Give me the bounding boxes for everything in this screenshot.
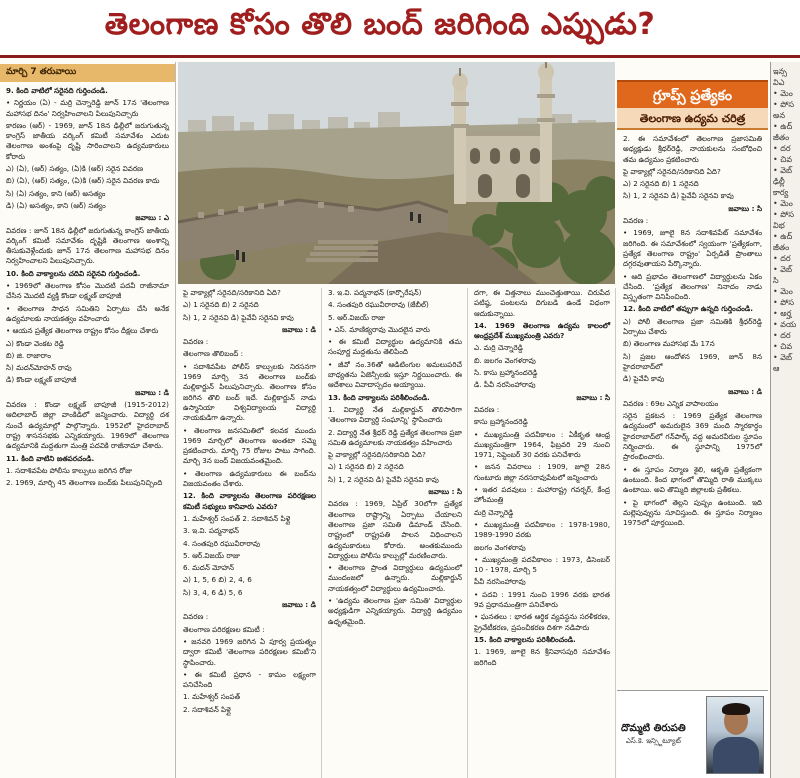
article-paragraph: బి) జి. రాజారాం: [6, 350, 52, 360]
article-paragraph: 1. మహేశ్వర్‌ సంపత్‌ 2. సదాశివన్‌ పిళ్లై: [183, 513, 291, 523]
side-strip-line: ఆ: [773, 364, 780, 373]
side-strip-line: • పోస: [773, 210, 794, 219]
article-paragraph: • ఈ కమిటీ ప్రధాన - కామం లక్ష్యంగా పనిచేసింది: [183, 669, 316, 690]
article-paragraph: ఎ) 1, 5, 6 బి) 2, 4, 6: [183, 575, 252, 585]
article-paragraph: వివరణ : జూన్‌ 18న ఢిల్లీలో జరుగుతున్న కాంగ్రెస్‌ జాతీయ వర్కింగ్‌ కమిటీ సమావేశం దృష్టికి తెలంగాణ అంశాన్ని తీసుకువెళ్లేందుకు జూన్‌ 17న తెలంగాణ మహాసభ దినం నిర్వహించాలని పిలుపునిచ్చారు.: [6, 225, 169, 266]
fort-illustration: [178, 62, 615, 284]
article-paragraph: • సదాశివపేట పోలీస్‌ కాల్పులకు నిరసనగా 1969 మార్చి 3న తెలంగాణ బంద్‌కు మల్లికార్జున్‌ పిలుపునిచ్చారు. తెలంగాణ కోసం జరిగిన తొలి బంద్‌ ఇదే. మల్లికార్జున్‌ నాడు ఉస్మానియా విశ్వవిద్యాలయ విద్యార్థి నాయకుడిగా ఉన్నారు.: [183, 361, 316, 423]
article-paragraph: 6. మదన్‌ మోహన్‌: [183, 563, 235, 573]
side-strip-line: విభ: [773, 221, 785, 230]
side-strip-line: • పోస: [773, 100, 794, 109]
article-paragraph: • ఈ స్తూపం నిర్మాణ శైలి, ఆకృతి ప్రత్యేకంగా ఉంటుంది. కింద భాగంలో తొమ్మిది రాతి ముక్కలు ఉంటాయి. అవి తొమ్మిది జిల్లాలకు ప్రతీకలు.: [623, 464, 762, 495]
side-strip-line: సి: [773, 276, 779, 285]
page-title: తెలంగాణ కోసం తొలి బంద్‌ జరిగింది ఎప్పుడు?: [104, 6, 656, 42]
groups-special-section: [617, 62, 768, 778]
side-strip-line: • పోస: [773, 298, 794, 307]
article-paragraph: ఎ) (ఏ), (ఆర్‌) సత్యం, (ఏ)కి (ఆర్‌) సరైన వివరణ: [6, 164, 144, 174]
article-paragraph: • జీవో నం.36తో ఆడిటింగుల అమలుపరిచే బాధ్యతను ఏజెన్సీలకు ఇస్తూ నిర్ణయించారు. ఈ ఆదేశాలు వివాదాస్పదం అయ్యాయి.: [328, 359, 462, 390]
side-strip-line: • చివ: [773, 155, 793, 164]
article-paragraph: డి) పైవేవీ కావు: [623, 374, 665, 384]
article-paragraph: జవాబు : డి: [282, 600, 316, 610]
article-paragraph: ఎ) 2 సరైనది బి) 1 సరైనది: [623, 179, 699, 189]
article-paragraph: 10. కింది వాక్యాలను చదివి సరైనవి గుర్తించండి.: [6, 268, 141, 278]
article-paragraph: 14. 1969 తెలంగాణ ఉద్యమ కాలంలో ఆంధ్రప్రదేశ్‌ ముఖ్యమంత్రి ఎవరు?: [474, 320, 610, 341]
article-paragraph: ఎ) పోలీ తెలంగాణ ప్రజా సమితికి శ్రీధర్‌రెడ్డి ఏర్పాటు చేశారు: [623, 316, 762, 337]
article-paragraph: • ముఖ్యమంత్రి పదవీకాలం : ఏకీకృత ఆంధ్ర ముఖ్యమంత్రిగా 1964, ఫిబ్రవరి 29 నుంచి 1971, సెప్టెంబర్‌ 30 వరకు పనిచేశారు: [474, 429, 610, 460]
article-paragraph: • ఘనతలు : భారత ఆర్థిక వ్యవస్థను సరళీకరణ, ప్రైవేటీకరణ, ప్రపంచీకరణ దిశగా నడిపారు: [474, 612, 610, 632]
column-2: [178, 288, 322, 778]
article-paragraph: 13. కింది వాక్యాలను పరిశీలించండి.: [328, 392, 430, 402]
article-paragraph: 12. కింది వాక్యాలను తెలంగాణ పరిరక్షణల కమిటీ సభ్యులు కానివారు ఎవరు?: [183, 491, 316, 511]
author-card: [617, 690, 768, 778]
article-paragraph: జవాబు : సి: [728, 203, 762, 213]
article-paragraph: • ముఖ్యమంత్రి పదవీకాలం : 1973, డిసెంబర్‌ 10 - 1978, మార్చి 5: [474, 554, 610, 575]
article-paragraph: • పై భాగంలో తెల్లని పుష్పం ఉంటుంది. ఇది మల్లెపువ్వును సూచిస్తుంది. ఈ స్తూపం నిర్మాణం 1975లో పూర్తయింది.: [623, 497, 762, 528]
side-strip-line: జీతం: [773, 133, 790, 142]
article-paragraph: • పదవి : 1991 నుంచి 1996 వరకు భారత 9వ ప్రధానమంత్రిగా పనిచేశారు: [474, 589, 610, 610]
side-strip-line: • చివ: [773, 342, 793, 351]
groups-body: [617, 130, 768, 534]
article-paragraph: 1. 1969, జూలై 8న శ్రీనివాసపురి సమావేశం జరిగింది: [474, 647, 610, 667]
headline-bar: [0, 0, 800, 58]
section-subtitle: తెలంగాణ ఉద్యమ చరిత్ర: [617, 108, 768, 130]
article-paragraph: సరైన ప్రకటన : 1969 ప్రత్యేక తెలంగాణ ఉద్యమంలో అమరులైన 369 మంది స్మారకార్థం హైదరాబాద్‌లో గన్‌పార్క్‌ వద్ద అమరవీరుల స్థూపం నిర్మించారు. ఈ స్థూపాన్ని 1975లో ప్రారంభించారు.: [623, 411, 762, 462]
side-strip-line: • దర: [773, 254, 791, 263]
article-paragraph: వివరణ :: [474, 404, 500, 414]
article-paragraph: బి) (ఏ), (ఆర్‌) సత్యం, (ఏ)కి (ఆర్‌) సరైన వివరణ కాదు: [6, 176, 160, 186]
side-strip-line: అన: [773, 111, 786, 120]
article-paragraph: జవాబు : డి: [135, 387, 169, 397]
article-paragraph: • తెలంగాణ ఉద్యమకారులు ఈ బంద్‌ను విజయవంతం చేశారు.: [183, 468, 316, 489]
adjacent-page-strip: [770, 62, 800, 778]
article-paragraph: తెలంగాణ పరిరక్షణల కమిటీ :: [183, 624, 265, 634]
article-paragraph: మర్రి చెన్నారెడ్డి: [474, 507, 514, 517]
article-paragraph: 9. కింది వాటిలో సరైనది గుర్తించండి.: [6, 86, 108, 95]
article-paragraph: • ఇతర పదవులు : మహారాష్ట్ర గవర్నర్‌, కేంద్ర హోంమంత్రి: [474, 485, 610, 505]
article-paragraph: • నిర్ణయం (ఏ) - మర్రి చెన్నారెడ్డి జూన్‌ 17న 'తెలంగాణ మహాసభ దినం' నిర్వహించాలని పిలుపునిచ్చారు: [6, 98, 169, 118]
side-strip-line: • మెం: [773, 89, 793, 98]
article-paragraph: 1. మహేశ్వర్‌ సంపత్‌: [183, 692, 241, 702]
article-paragraph: జవాబు : డి: [282, 324, 316, 334]
side-strip-line: • వయ: [773, 320, 797, 329]
article-paragraph: పై వాక్యాల్లో సరైనది/సరికానిది ఏది?: [183, 288, 281, 297]
article-paragraph: వివరణ :: [623, 216, 649, 226]
article-paragraph: 5. ఆర్‌.విజయ్‌ రాజు: [328, 312, 386, 322]
side-strip-line: విఎ: [773, 78, 785, 87]
article-paragraph: వివరణ : కొండా లక్ష్మణ్‌ బాపూజీ (1915-2012) ఆదిలాబాద్‌ జిల్లా వాంకిడిలో జన్మించారు. విద్యార్థి దశ నుంచే ఉద్యమాల్లో పాల్గొన్నారు. 1952లో హైదరాబాద్‌ రాష్ట్ర శాసనసభకు ఎన్నికయ్యారు. 1969లో తెలంగాణ ఉద్యమానికి మద్దతుగా మంత్రి పదవికి రాజీనామా చేశారు.: [6, 400, 169, 451]
side-strip-line: • ఉద్: [773, 122, 793, 131]
article-paragraph: సి) మదన్‌మోహన్‌ రావు: [6, 363, 72, 373]
article-paragraph: జవాబు : డి: [728, 386, 762, 396]
article-paragraph: • 1969, జూలై 8న సదాశివపేట్‌ సమావేశం జరిగింది. ఈ సమావేశంలో స్వయంగా 'ప్రత్యేకంగా, ప్రత్యేక తెలంగాణ రాష్ట్రం' ఏర్పడితే ప్రాంతాలు దగ్గరవుతాయని పేర్కొన్నారు.: [623, 228, 762, 269]
article-paragraph: బి) తెలంగాణ మహాసభ మే 17న: [623, 339, 715, 349]
article-paragraph: • తెలంగాణ ప్రాంత విద్యార్థులు ఉద్యమంలో ముందంజలో ఉన్నారు. మల్లికార్జున్‌ నాయకత్వంలో విద్యార్థులు ఉద్యమించారు.: [328, 563, 462, 593]
author-credit: [621, 723, 686, 747]
article-paragraph: 2. 1969, మార్చి 45 తెలంగాణ బంద్‌కు పిలుపునిచ్చింది: [6, 478, 163, 488]
article-paragraph: 12. కింది వాటిలో తప్పుగా ఉన్నది గుర్తించండి.: [623, 304, 753, 314]
article-paragraph: • 1969లో తెలంగాణ కోసం మొదటి పదవీ రాజీనామా చేసిన మొదటి వ్యక్తి కొండా లక్ష్మణ్‌ బాపూజీ: [6, 281, 169, 301]
article-paragraph: సి) 1, 2 సరైనవి డి) పైవేవీ సరైనవి కావు: [623, 191, 734, 201]
article-paragraph: ఎ. మర్రి చెన్నారెడ్డి: [474, 343, 523, 353]
article-paragraph: సి) 3, 4, 6 డి) 5, 6: [183, 587, 243, 597]
column-1: [0, 62, 176, 778]
article-paragraph: పై వాక్యాల్లో సరైనది/సరికానిది ఏది?: [328, 450, 426, 460]
article-paragraph: జలగం వెంగళరావు: [474, 542, 526, 552]
article-paragraph: సి) ప్రజల ఆందోళన 1969, జూన్‌ 8న హైదరాబాద్‌లో: [623, 351, 762, 371]
side-strip-line: • వెబ్: [773, 353, 792, 362]
side-strip-line: • ఉద్: [773, 232, 793, 241]
side-strip-line: • దర: [773, 331, 791, 340]
article-paragraph: • ఆది ప్రభావం తెలంగాణలో విద్యార్థులను ఏకం చేసింది. 'ప్రత్యేక తెలంగాణ' నినాదం నాడు విస్తృతంగా వినిపించింది.: [623, 271, 762, 302]
golconda-fort-photo: [178, 62, 615, 284]
article-paragraph: • తెలంగాణ సాధన సమితిని ఏర్పాటు చేసి అనేక ఉద్యమాలకు నాయకత్వం వహించారు: [6, 303, 169, 323]
article-paragraph: • జనన వివరాలు : 1909, జూలై 28న గుంటూరు జిల్లా నరసరావుపేటలో జన్మించారు: [474, 462, 610, 482]
column-1-body: [6, 86, 169, 488]
article-paragraph: డి) (ఏ) అసత్యం, కాని (ఆర్‌) సత్యం: [6, 200, 106, 210]
column-3: [323, 288, 468, 778]
article-paragraph: 1. విద్యార్థి నేత మల్లికార్జున్‌ తొలిసారిగా 'తెలంగాణ విద్యార్థి సంఘాన్ని' స్థాపించారు: [328, 404, 462, 425]
article-paragraph: సి) 1, 2 సరైనవి డి) పైవేవీ సరైనవి కావు: [183, 312, 294, 322]
article-paragraph: 1. సదాశివపేట పోలీసు కాల్పులు జరిగిన రోజు: [6, 465, 133, 475]
article-paragraph: 4. సంతపురి రఘువీరారావు: [183, 538, 261, 548]
article-paragraph: వివరణ : 69ల ఎన్నిక వాపాలయం: [623, 398, 719, 408]
groups-special-banner: గ్రూప్స్‌ ప్రత్యేకం: [617, 80, 768, 108]
article-paragraph: 3. ఇ.వి. పద్మనాభన్‌: [183, 526, 239, 536]
side-strip-line: ఢిల్లీ: [773, 177, 785, 186]
article-paragraph: • ముఖ్యమంత్రి పదవీకాలం : 1978-1980, 1989-1990 వరకు: [474, 519, 610, 540]
article-paragraph: • ఎస్‌. మాణిక్యరావు మొదలైన వారు: [328, 324, 430, 334]
side-strip-line: • మెం: [773, 287, 793, 296]
article-paragraph: ఎ) 1 సరైనది బి) 2 సరైనది: [328, 462, 404, 472]
side-strip-line: • అర్హ: [773, 309, 792, 318]
article-paragraph: కారణం (ఆర్‌) - 1969, జూన్‌ 18న ఢిల్లీలో జరుగుతున్న కాంగ్రెస్‌ జాతీయ వర్కింగ్‌ కమిటీ సమావేశం ఎదుట తెలంగాణ అంశంపై దృష్టి సారించాలని ఉద్యమకారులు కోరారు: [6, 120, 169, 161]
article-paragraph: పై వాక్యాల్లో సరైనది/సరికానిది ఏది?: [623, 166, 721, 176]
article-paragraph: • ఈ కమిటీ విద్యార్థుల ఉద్యమానికి తమ సంపూర్ణ మద్దతును తెలిపింది: [328, 337, 462, 357]
article-paragraph: వివరణ :: [183, 337, 209, 347]
article-paragraph: ఎ) 1 సరైనది బి) 2 సరైనది: [183, 300, 259, 310]
article-paragraph: దగా, ఈ విత్తనాలు ముంచెత్తుతాయి. చిరుపేద పటిష్ఠ, పంటలను దిగుబడి ఉండే విధంగా ఆదుకున్నాయి.: [474, 288, 610, 318]
article-paragraph: సి) 1, 2 సరైనవి డి) పైవేవీ సరైనవి కావు: [328, 474, 439, 484]
article-paragraph: • 'ఉద్యమ తెలంగాణ ప్రజా సమితి' విద్యార్థుల అధ్యక్షుడిగా ఎన్నికయ్యారు. విద్యార్థి ఉద్యమం ఉధృతమైంది.: [328, 596, 462, 626]
article-paragraph: వివరణ :: [183, 612, 209, 622]
article-paragraph: జవాబు : సి: [576, 392, 610, 402]
article-paragraph: 2. ఈ సమావేశంలో తెలంగాణ ప్రజాసమితి అధ్యక్షుడు శ్రీధర్‌రెడ్డి, నాయకులను సంబోధించి తమ ఉద్యమం ప్రకటించారు: [623, 134, 762, 164]
article-paragraph: 11. కింది వాటిని జతపరచండి.: [6, 453, 95, 463]
side-strip-line: జీతం: [773, 243, 790, 252]
article-paragraph: • జనవరి 1969 జరిగిన ఏ పూర్వ ప్రయత్నం ద్వారా కమిటీ 'తెలంగాణ పరిరక్షణల కమిటీ'ని స్థాపించారు.: [183, 636, 316, 667]
article-paragraph: జవాబు : సి: [428, 487, 462, 497]
article-paragraph: వివరణ : 1969, ఏప్రిల్‌ 30లోగా ప్రత్యేక తెలంగాణ రాష్ట్రాన్ని ఏర్పాటు చేయాలని తెలంగాణ ప్రజా సమితి డిమాండ్‌ చేసింది. రాష్ట్రంలో రాష్ట్రపతి పాలన విధించాలని ఉద్యమకారులు కోరారు. అంతకుముందు విద్యార్థులు పోలీసు కాల్పుల్లో మరణించారు.: [328, 499, 462, 560]
article-paragraph: 15. కింది వాక్యాలను పరిశీలించండి.: [474, 634, 576, 644]
article-paragraph: బి. జలగం వెంగళరావు: [474, 355, 536, 365]
side-strip-line: కార్య: [773, 188, 789, 197]
article-paragraph: కాసు బ్రహ్మానందరెడ్డి: [474, 417, 528, 427]
author-name: దొమ్మటి తిరుపతి: [621, 722, 686, 734]
side-strip-line: • దర: [773, 144, 791, 153]
author-photo: [706, 696, 764, 774]
side-strip-line: ఇన్స: [773, 67, 787, 76]
article-paragraph: • తెలంగాణ జనసమితిలో కలవక ముందు 1969 మార్చిలో తెలంగాణ అంతటా సమ్మె ప్రకటించారు. మార్చి 75 రోజుల పాటు సాగింది. మార్చి 3న బంద్‌ విజయవంతమైంది.: [183, 425, 316, 466]
article-paragraph: 4. సంతపురి రఘువీరారావు (జేబీల్‌): [328, 300, 429, 310]
article-paragraph: సి) (ఏ) సత్యం, కాని (ఆర్‌) అసత్యం: [6, 188, 106, 198]
article-paragraph: 2. విద్యార్థి నేత శ్రీధర్‌ రెడ్డి ప్రత్యేక తెలంగాణ ప్రజా సమితి ఉద్యమాలకు నాయకత్వం వహించారు: [328, 427, 462, 447]
side-strip-line: • వెబ్: [773, 265, 792, 274]
article-paragraph: సి. కాసు బ్రహ్మానందరెడ్డి: [474, 368, 538, 378]
continued-banner: మార్చి 7 తరువాయి: [0, 64, 175, 82]
side-strip-line: • వెబ్: [773, 166, 792, 175]
article-paragraph: 2. సదాశివన్‌ పిళ్లై: [183, 704, 231, 714]
article-paragraph: తెలంగాణ తొలిబంద్‌ :: [183, 349, 244, 359]
author-role: ఎస్‌.కె. ఇన్స్టిట్యూట్‌: [625, 736, 681, 745]
article-paragraph: జవాబు : ఎ: [135, 213, 169, 223]
column-4: [469, 288, 616, 778]
article-paragraph: డి) కొండా లక్ష్మణ్‌ బాపూజీ: [6, 375, 77, 385]
article-paragraph: 5. ఆర్‌.విజయ్‌ రాజు: [183, 550, 241, 560]
article-paragraph: డి. పీవీ నరసింహారావు: [474, 380, 536, 390]
article-paragraph: 3. ఇ.వి. పద్మనాభన్‌ (కార్పొరేషన్‌): [328, 288, 422, 297]
side-strip-line: • మెం: [773, 199, 793, 208]
article-paragraph: • ఆయన ప్రత్యేక తెలంగాణ రాష్ట్రం కోసం దీక్షలు చేశారు: [6, 326, 159, 336]
article-paragraph: పీవీ నరసింహారావు: [474, 577, 526, 587]
article-paragraph: ఎ) కొండా వెంకట రెడ్డి: [6, 338, 64, 348]
